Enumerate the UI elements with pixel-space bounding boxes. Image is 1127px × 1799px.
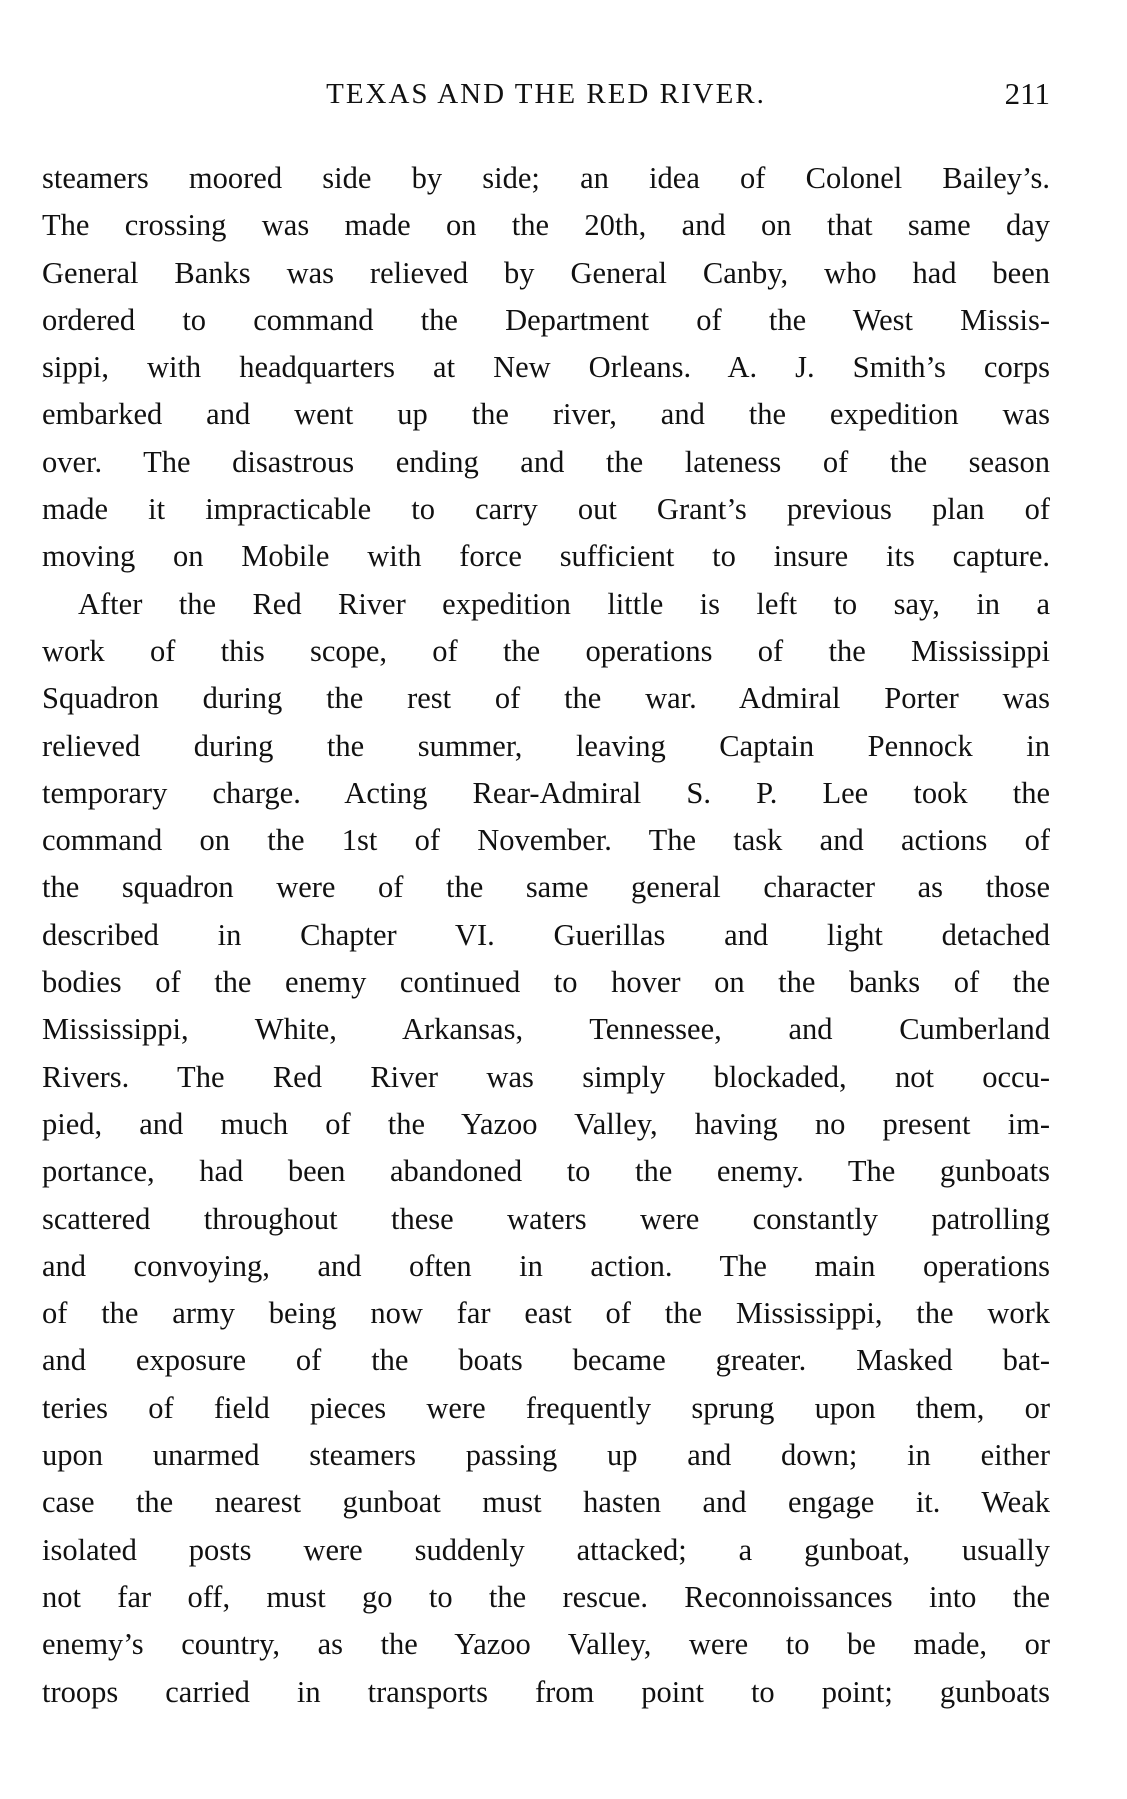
text-line: moving on Mobile with force sufficient to insure its capture. [42, 539, 1050, 574]
text-line: scattered throughout these waters were constantly patrolling [42, 1201, 1050, 1236]
text-line: bodies of the enemy continued to hover on the banks of the [42, 965, 1050, 1000]
running-title: TEXAS AND THE RED RIVER. [326, 78, 766, 110]
text-line: Mississippi, White, Arkansas, Tennessee, and Cumberland [42, 1012, 1050, 1047]
text-line: not far off, must go to the rescue. Reconnoissances into the [42, 1579, 1050, 1614]
text-line: described in Chapter VI. Guerillas and light detached [42, 917, 1050, 952]
text-line: embarked and went up the river, and the expedition was [42, 397, 1050, 432]
text-line: steamers moored side by side; an idea of Colonel Bailey’s. [42, 161, 1050, 195]
text-line: temporary charge. Acting Rear-Admiral S. P. Lee took the [42, 775, 1050, 810]
text-line: portance, had been abandoned to the enemy. The gunboats [42, 1154, 1050, 1189]
text-line: and convoying, and often in action. The main operations [42, 1248, 1050, 1283]
body-text [42, 155, 1050, 1716]
text-line: sippi, with headquarters at New Orleans. A. J. Smith’s corps [42, 350, 1050, 385]
text-line: made it impracticable to carry out Grant’s previous plan of [42, 492, 1050, 527]
text-line: over. The disastrous ending and the lateness of the season [42, 444, 1050, 479]
text-line: the squadron were of the same general character as those [42, 870, 1050, 905]
text-line: of the army being now far east of the Mississippi, the work [42, 1296, 1050, 1331]
text-line: command on the 1st of November. The task and actions of [42, 823, 1050, 858]
text-line: General Banks was relieved by General Canby, who had been [42, 255, 1050, 290]
text-line: isolated posts were suddenly attacked; a gunboat, usually [42, 1532, 1050, 1567]
text-line: ordered to command the Department of the West Missis- [42, 302, 1050, 337]
text-line: relieved during the summer, leaving Captain Pennock in [42, 728, 1050, 763]
text-line: and exposure of the boats became greater. Masked bat- [42, 1343, 1050, 1378]
running-head [42, 72, 1050, 116]
text-line: case the nearest gunboat must hasten and engage it. Weak [42, 1485, 1050, 1520]
text-line: enemy’s country, as the Yazoo Valley, were to be made, or [42, 1627, 1050, 1662]
text-line: Squadron during the rest of the war. Admiral Porter was [42, 681, 1050, 716]
text-line: teries of field pieces were frequently sprung upon them, or [42, 1390, 1050, 1425]
text-line: The crossing was made on the 20th, and on that same day [42, 208, 1050, 243]
page-number: 211 [1004, 76, 1050, 111]
text-line: upon unarmed steamers passing up and down; in either [42, 1438, 1050, 1473]
text-line: work of this scope, of the operations of the Mississippi [42, 633, 1050, 668]
text-line: pied, and much of the Yazoo Valley, having no present im- [42, 1106, 1050, 1141]
paragraph-start-line: After the Red River expedition little is left to say, in a [78, 586, 1050, 621]
text-line: Rivers. The Red River was simply blockaded, not occu- [42, 1059, 1050, 1094]
text-line: troops carried in transports from point to point; gunboats [42, 1674, 1050, 1709]
